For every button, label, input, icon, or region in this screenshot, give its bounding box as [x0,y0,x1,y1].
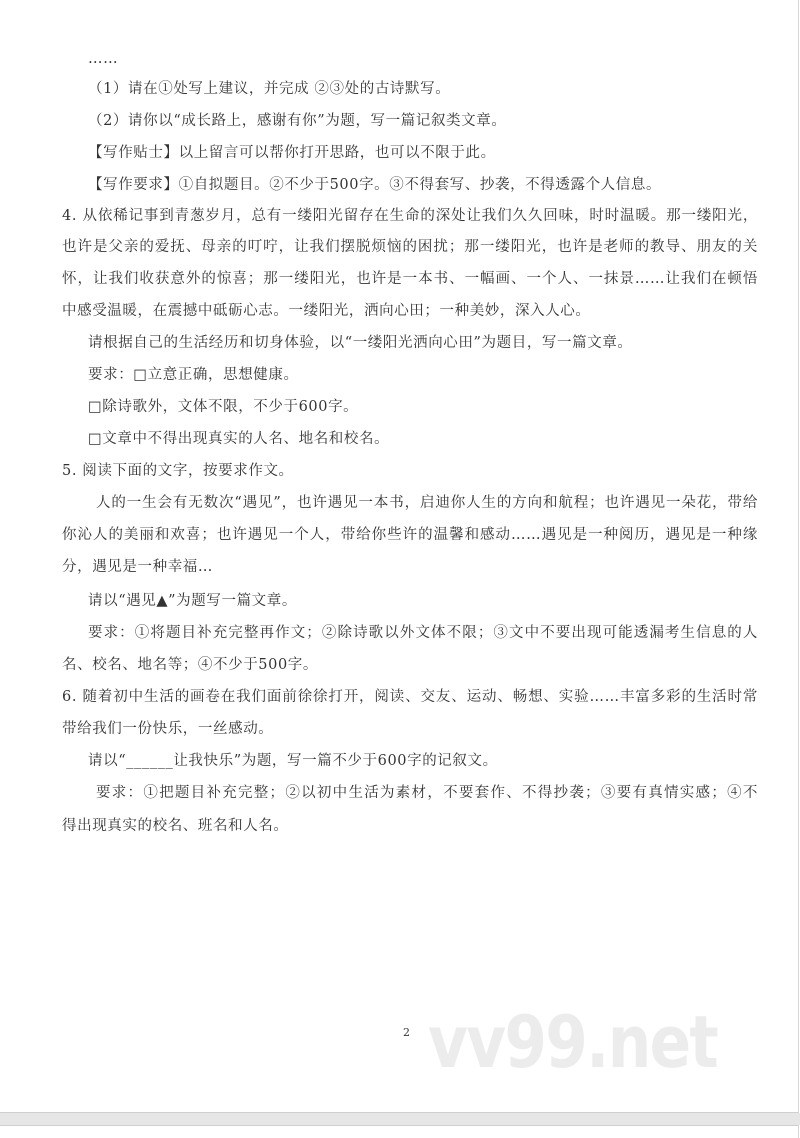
question-5-prompt: 请以“遇见▲”为题写一篇文章。 [88,593,297,609]
question-5-passage: 人的一生会有无数次“遇见”，也许遇见一本书，启迪你人生的方向和航程；也许遇见一朵花，带给 [96,495,758,511]
question-5-requirement: 要求：①将题目补充完整再作文；②除诗歌以外文体不限；③文中不要出现可能透漏考生信息的人 [88,625,758,641]
question-4-text: 也许是父亲的爱抚、母亲的叮咛，让我们摆脱烦恼的困扰；那一缕阳光，也许是老师的教导、朋友的关 [62,239,758,255]
question-5-requirement: 名、校名、地名等；④不少于500字。 [62,657,318,673]
question-5-heading: 5. 阅读下面的文字，按要求作文。 [62,463,294,479]
question-4-requirement: □文章中不得出现真实的人名、地名和校名。 [88,431,390,447]
next-page-edge [0,1125,799,1138]
question-6-requirement: 得出现真实的校名、班名和人名。 [62,818,289,834]
page-number: 2 [403,1026,410,1039]
writing-tips: 【写作贴士】以上留言可以帮你打开思路，也可以不限于此。 [88,145,496,161]
ellipsis-line: …… [88,51,119,67]
question-4-text: 怀，让我们收获意外的惊喜；那一缕阳光，也许是一本书、一幅画、一个人、一抹景……让我们在顿悟 [62,271,758,287]
question-4-requirement: □除诗歌外，文体不限，不少于600字。 [88,399,359,415]
question-5-passage: 你沁人的美丽和欢喜；也许遇见一个人，带给你些许的温馨和感动……遇见是一种阅历，遇见是一种缘 [62,527,758,543]
question-3-part-1: （1）请在①处写上建议，并完成 ②③处的古诗默写。 [88,81,451,97]
question-6-text: 6. 随着初中生活的画卷在我们面前徐徐打开，阅读、交友、运动、畅想、实验……丰富多彩的生活时常 [62,689,758,705]
question-4-prompt: 请根据自己的生活经历和切身体验，以“一缕阳光洒向心田”为题目，写一篇文章。 [88,335,633,351]
question-6-requirement: 要求：①把题目补充完整；②以初中生活为素材，不要套作、不得抄袭；③要有真情实感；④不 [96,785,758,801]
question-5-passage: 分，遇见是一种幸福… [62,559,213,575]
question-3-part-2: （2）请你以“成长路上，感谢有你”为题，写一篇记叙类文章。 [88,113,507,129]
question-4-text: 4. 从依稀记事到青葱岁月，总有一缕阳光留存在生命的深处让我们久久回味，时时温暖。那一缕阳光， [62,208,758,224]
page-gap [0,1113,800,1125]
question-4-text: 中感受温暖，在震撼中砥砺心志。一缕阳光，洒向心田；一种美妙，深入人心。 [62,303,591,319]
writing-requirements: 【写作要求】①自拟题目。②不少于500字。③不得套写、抄袭，不得透露个人信息。 [88,177,662,193]
watermark: vv99.net [428,1000,717,1084]
question-6-text: 带给我们一份快乐，一丝感动。 [62,721,274,737]
question-6-prompt: 请以“______让我快乐”为题，写一篇不少于600字的记叙文。 [88,753,498,769]
question-4-requirement: 要求：□立意正确，思想健康。 [88,367,299,383]
